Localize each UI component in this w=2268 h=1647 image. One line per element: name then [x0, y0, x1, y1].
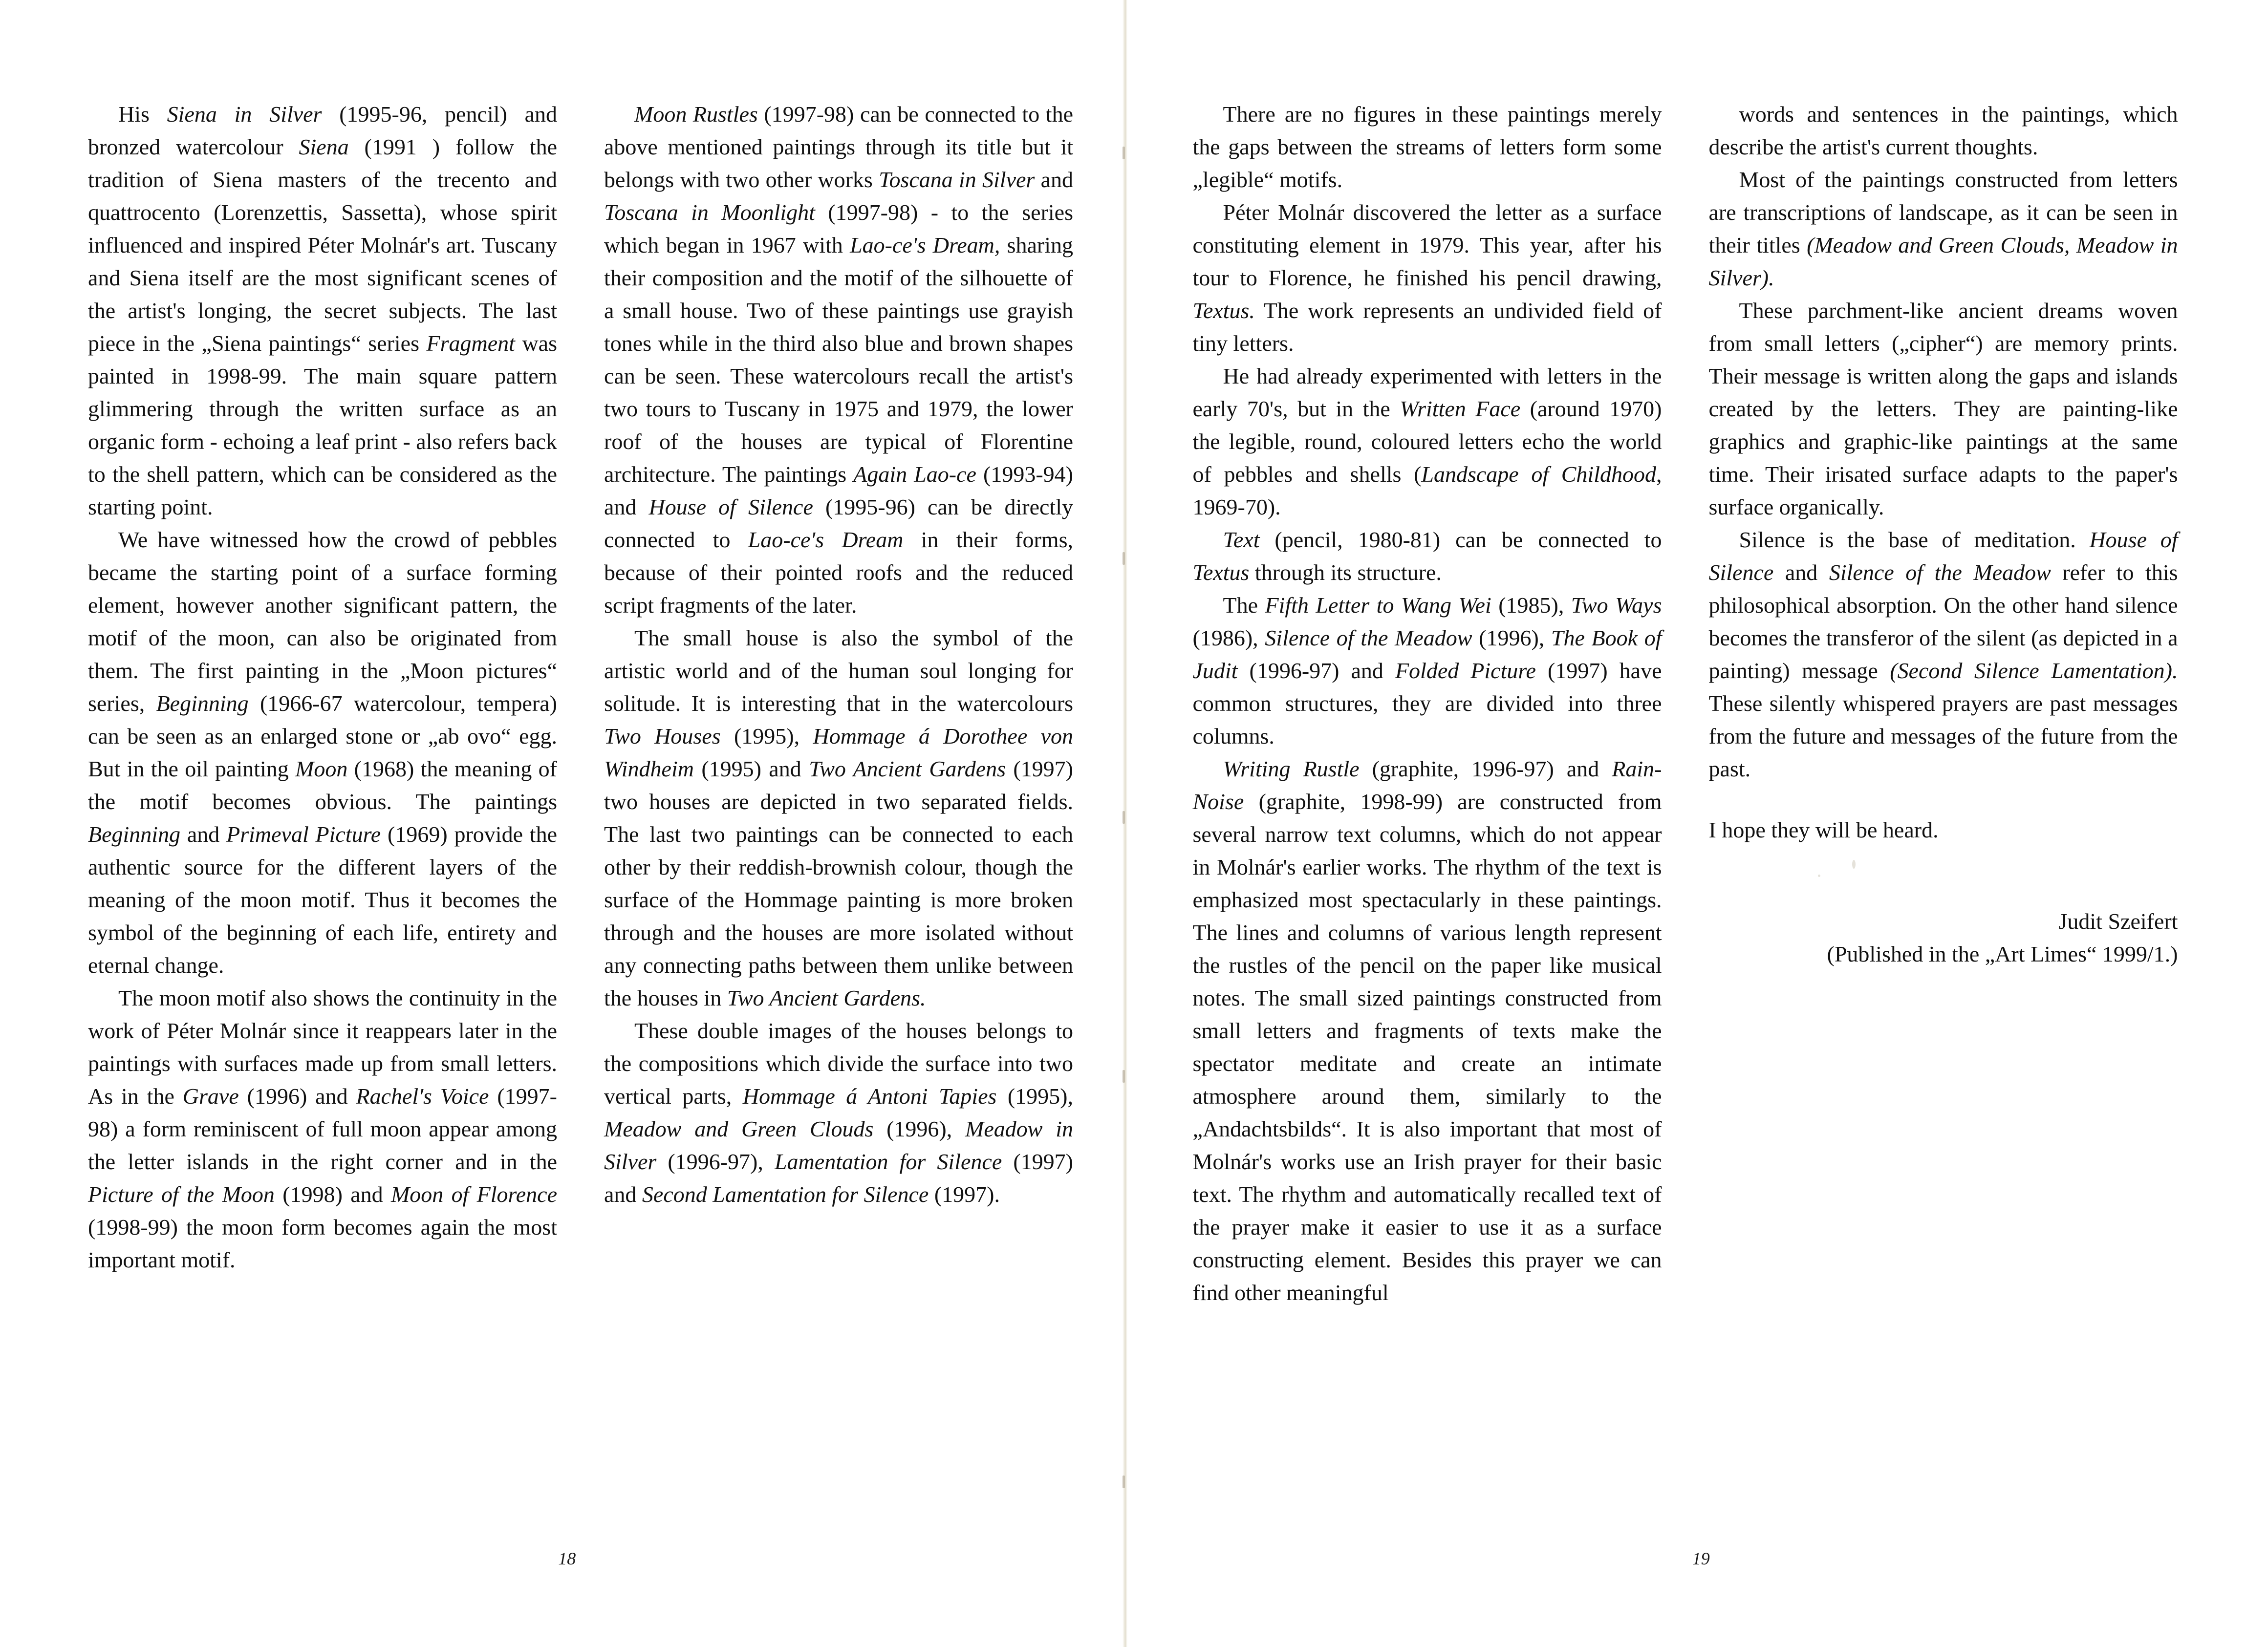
paragraph: Péter Molnár discovered the letter as a surface constituting element in 1979. This year, after his tour to Florence, he finished his pencil drawing, Textus. The work represents an undivided field of tiny letters. [1192, 200, 1662, 356]
page-number-left: 18 [558, 1549, 576, 1568]
paragraph: Moon Rustles (1997-98) can be connected to the above mentioned paintings through its title but it belongs with two other works Toscana in Silver and Toscana in Moonlight (1997-98) - to the series which began in 1967 with Lao-ce's Dream, sharing their composition and the motif of the silhouette of a small house. Two of these paintings use grayish tones while in the third also blue and brown shapes can be seen. These watercolours recall the artist's two tours to Tuscany in 1975 and 1979, the lower roof of the houses are typical of Florentine architecture. The paintings Again Lao-ce (1993-94) and House of Silence (1995-96) can be directly connected to Lao-ce's Dream in their forms, because of their pointed roofs and the reduced script fragments of the later. [604, 102, 1074, 618]
paragraph: His Siena in Silver (1995-96, pencil) and bronzed watercolour Siena (1991 ) follow the tradition of Siena masters of the trecento and quattrocento (Lorenzettis, Sassetta), whose spirit influenced and inspired Péter Molnár's art. Tuscany and Siena itself are the most significant scenes of the artist's longing, the secret subjects. The last piece in the „Siena paintings“ series Fragment was painted in 1998-99. The main square pattern glimmering through the written surface as an organic form - echoing a leaf print - also refers back to the shell pattern, which can be considered as the starting point. [88, 102, 558, 519]
paragraph: The small house is also the symbol of the artistic world and of the human soul longing for solitude. It is interesting that in the watercolours Two Houses (1995), Hommage á Dorothee von Windheim (1995) and Two Ancient Gardens (1997) two houses are depicted in two separated fields. The last two paintings can be connected to each other by their reddish-brownish colour, though the surface of the Hommage painting is more broken through and the houses are more isolated without any connecting paths between them unlike between the houses in Two Ancient Gardens. [604, 625, 1074, 1010]
paragraph: These parchment-like ancient dreams woven from small letters („cipher“) are memory prints. Their message is written along the gaps and islands created by the letters. They are painting-like graphics and graphic-like paintings at the same time. Their irisated surface adapts to the paper's surface organically. [1708, 298, 2178, 519]
page-number-right: 19 [1692, 1549, 1710, 1568]
signature-source: (Published in the „Art Limes“ 1999/1.) [1827, 941, 2178, 966]
paragraph: Silence is the base of meditation. House of Silence and Silence of the Meadow refer to this philosophical absorption. On the other hand silence becomes the transferor of the silent (as depicted in a painting) message (Second Silence Lamentation). These silently whispered prayers are past messages from the future and messages of the future from the past. [1708, 527, 2178, 781]
paragraph: The moon motif also shows the continuity in the work of Péter Molnár since it reappears later in the paintings with surfaces made up from small letters. As in the Grave (1996) and Rachel's Voice (1997-98) a form reminiscent of full moon appear among the letter islands in the right corner and in the Picture of the Moon (1998) and Moon of Florence (1998-99) the moon form becomes again the most important motif. [88, 985, 557, 1272]
right-page-columns [1193, 98, 2181, 1309]
paragraph: We have witnessed how the crowd of pebbles became the starting point of a surface forming element, however another significant pattern, the motif of the moon, can also be originated from them. The first painting in the „Moon pictures“ series, Beginning (1966-67 watercolour, tempera) can be seen as an enlarged stone or „ab ovo“ egg. But in the oil painting Moon (1968) the meaning of the motif becomes obvious. The paintings Beginning and Primeval Picture (1969) provide the authentic source for the different layers of the meaning of the moon motif. Thus it becomes the symbol of the beginning of each life, entirety and eternal change. [88, 527, 558, 978]
left-column-2 [604, 98, 1073, 1211]
left-column-1 [88, 98, 557, 1276]
closing-line: I hope they will be heard. [1708, 817, 1939, 842]
signature-author: Judit Szeifert [2058, 909, 2178, 934]
right-column-1 [1193, 98, 1662, 1309]
right-column-2 [1709, 98, 2178, 970]
paragraph: Writing Rustle (graphite, 1996-97) and Rain-Noise (graphite, 1998-99) are constructed from several narrow text columns, which do not appear in Molnár's earlier works. The rhythm of the text is emphasized most spectacularly in these paintings. The lines and columns of various length represent the rustles of the pencil on the paper like musical notes. The small sized paintings constructed from small letters and fragments of texts make the spectator meditate and create an intimate atmosphere around them, similarly to the „Andachtsbilds“. It is also important that most of Molnár's works use an Irish prayer for their basic text. The rhythm and automatically recalled text of the prayer make it easier to use it as a surface constructing element. Besides this prayer we can find other meaningful [1192, 756, 1662, 1305]
paragraph: There are no figures in these paintings merely the gaps between the streams of letters form some „legible“ motifs. [1192, 102, 1662, 192]
paragraph: Text (pencil, 1980-81) can be connected to Textus through its structure. [1192, 527, 1662, 585]
signature-block [1709, 905, 2178, 970]
left-page-columns [88, 98, 1076, 1276]
paragraph: Most of the paintings constructed from letters are transcriptions of landscape, as it can be seen in their titles (Meadow and Green Clouds, Meadow in Silver). [1708, 167, 2178, 290]
paragraph: The Fifth Letter to Wang Wei (1985), Two Ways (1986), Silence of the Meadow (1996), The Book of Judit (1996-97) and Folded Picture (1997) have common structures, they are divided into three columns. [1192, 593, 1662, 749]
gutter-stitch-marks [1120, 0, 1128, 1647]
page-right [1134, 0, 2268, 1647]
paragraph: He had already experimented with letters in the early 70's, but in the Written Face (around 1970) the legible, round, coloured letters echo the world of pebbles and shells (Landscape of Childhood, 1969-70). [1192, 364, 1662, 519]
paper-speck [1852, 860, 1856, 869]
paper-speck [1818, 875, 1820, 877]
paragraph: These double images of the houses belongs to the compositions which divide the surface into two vertical parts, Hommage á Antoni Tapies (1995), Meadow and Green Clouds (1996), Meadow in Silver (1996-97), Lamentation for Silence (1997) and Second Lamentation for Silence (1997). [604, 1018, 1074, 1207]
paragraph: words and sentences in the paintings, which describe the artist's current thoughts. [1708, 102, 2178, 159]
